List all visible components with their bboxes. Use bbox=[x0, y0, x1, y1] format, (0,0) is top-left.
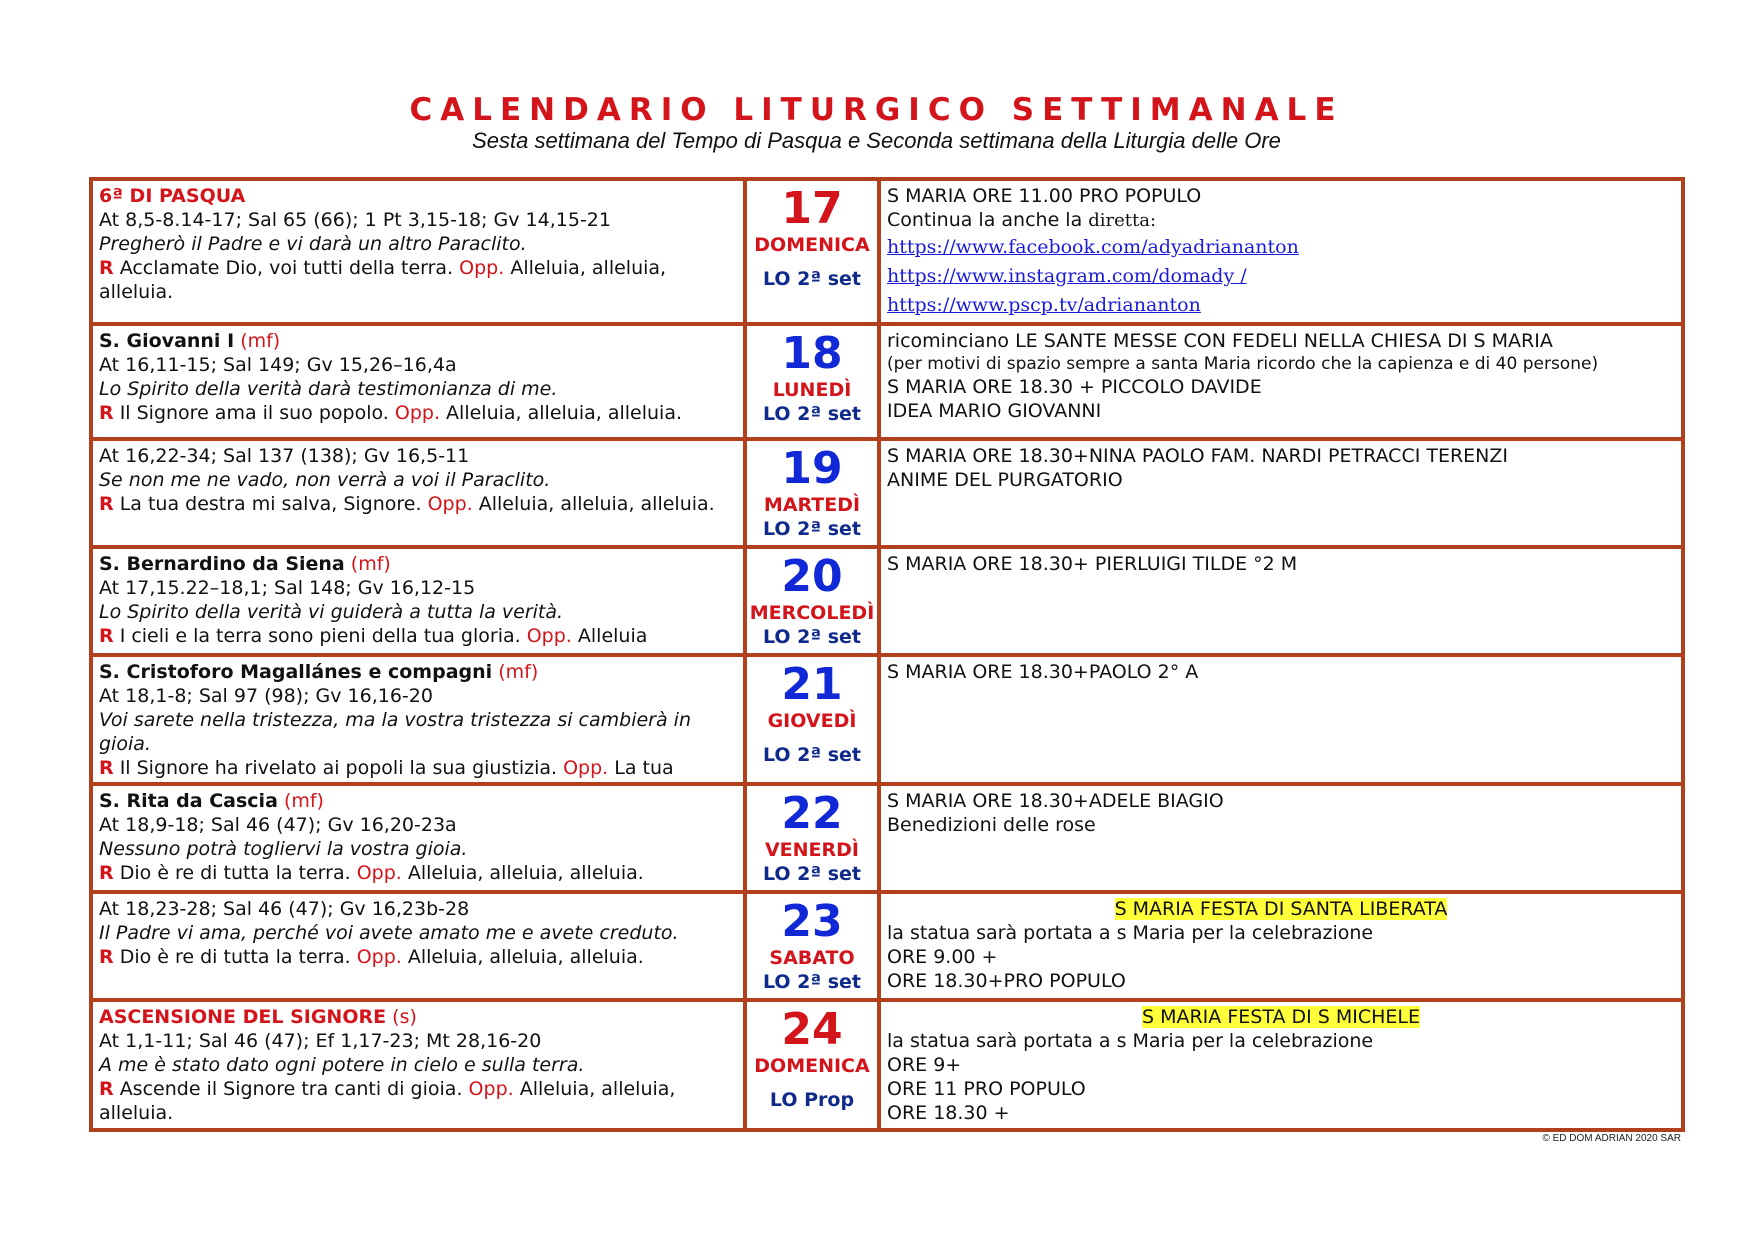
note-line: ORE 18.30+PRO POPULO bbox=[887, 970, 1126, 992]
opp-text: Alleluia, alleluia, alleluia. bbox=[407, 946, 644, 968]
note-line bbox=[887, 208, 1675, 233]
day-number: 18 bbox=[781, 328, 843, 379]
note-line: Benedizioni delle rose bbox=[887, 814, 1096, 836]
note-line: S MARIA ORE 18.30+PAOLO 2° A bbox=[887, 661, 1199, 683]
readings: At 16,11-15; Sal 149; Gv 15,26–16,4a bbox=[99, 354, 457, 376]
notes-cell bbox=[879, 892, 1683, 1000]
date-cell bbox=[745, 892, 879, 1000]
table-row bbox=[91, 1000, 1683, 1130]
table-row bbox=[91, 324, 1683, 439]
readings: At 18,1-8; Sal 97 (98); Gv 16,16-20 bbox=[99, 685, 433, 707]
note-line: ricominciano LE SANTE MESSE CON FEDELI NELLA CHIESA DI S MARIA bbox=[887, 330, 1553, 352]
day-number: 19 bbox=[781, 443, 843, 494]
opp-text: Alleluia, alleluia, alleluia. bbox=[478, 493, 715, 515]
liturgy-cell bbox=[91, 324, 745, 439]
table-row bbox=[91, 439, 1683, 547]
table-row bbox=[91, 547, 1683, 655]
note-line: S MARIA ORE 11.00 PRO POPULO bbox=[887, 185, 1202, 207]
response-marker: R bbox=[99, 862, 114, 884]
celebration-title: S. Cristoforo Magallánes e compagni (mf) bbox=[99, 661, 539, 683]
antiphon: Nessuno potrà togliervi la vostra gioia. bbox=[99, 838, 468, 860]
antiphon: Se non me ne vado, non verrà a voi il Paraclito. bbox=[99, 469, 551, 491]
response-line bbox=[99, 861, 737, 885]
note-line: ORE 11 PRO POPULO bbox=[887, 1078, 1086, 1100]
day-number: 24 bbox=[781, 1004, 843, 1055]
note-text: Continua la anche la bbox=[887, 209, 1089, 231]
calendar-table bbox=[89, 177, 1685, 1132]
note-line: la statua sarà portata a s Maria per la celebrazione bbox=[887, 1030, 1374, 1052]
response-line bbox=[99, 624, 737, 648]
response-line bbox=[99, 756, 737, 780]
opp-text: Alleluia, alleluia, alleluia. bbox=[99, 1078, 676, 1124]
lo-label: LO 2ª set bbox=[762, 626, 862, 648]
note-line: ORE 9+ bbox=[887, 1054, 962, 1076]
response-line bbox=[99, 256, 737, 304]
day-number: 21 bbox=[781, 659, 843, 710]
highlighted-feast: S MARIA FESTA DI SANTA LIBERATA bbox=[1114, 898, 1448, 920]
antiphon: Pregherò il Padre e vi darà un altro Paraclito. bbox=[99, 233, 527, 255]
day-name: DOMENICA bbox=[754, 1055, 870, 1077]
response-line bbox=[99, 1077, 737, 1125]
rank-label: (mf) bbox=[350, 553, 391, 575]
readings: At 8,5-8.14-17; Sal 65 (66); 1 Pt 3,15-18; Gv 14,15-21 bbox=[99, 209, 611, 231]
lo-label: LO 2ª set bbox=[762, 518, 862, 540]
day-name: MARTEDÌ bbox=[763, 494, 861, 516]
opp-text: Alleluia, alleluia, alleluia. bbox=[407, 862, 644, 884]
notes-cell bbox=[879, 784, 1683, 892]
celebration-title: S. Giovanni I (mf) bbox=[99, 330, 281, 352]
day-number: 17 bbox=[781, 183, 843, 234]
response-text: Acclamate Dio, voi tutti della terra. bbox=[119, 257, 454, 279]
rank-label: (mf) bbox=[240, 330, 281, 352]
day-name: MERCOLEDÌ bbox=[749, 602, 875, 624]
day-name: SABATO bbox=[769, 947, 855, 969]
antiphon: Il Padre vi ama, perché voi avete amato me e avete creduto. bbox=[99, 922, 679, 944]
opp-label: Opp. bbox=[468, 1078, 514, 1100]
table-row bbox=[91, 784, 1683, 892]
response-marker: R bbox=[99, 257, 114, 279]
response-marker: R bbox=[99, 402, 114, 424]
lo-label: LO 2ª set bbox=[762, 744, 862, 766]
opp-label: Opp. bbox=[394, 402, 440, 424]
response-line bbox=[99, 401, 737, 425]
notes-cell bbox=[879, 655, 1683, 784]
response-text: Dio è re di tutta la terra. bbox=[119, 946, 351, 968]
liturgy-cell bbox=[91, 439, 745, 547]
highlighted-feast: S MARIA FESTA DI S MICHELE bbox=[1141, 1006, 1420, 1028]
response-marker: R bbox=[99, 1078, 114, 1100]
lo-label: LO Prop bbox=[769, 1089, 855, 1111]
note-line: la statua sarà portata a s Maria per la celebrazione bbox=[887, 922, 1374, 944]
note-line: (per motivi di spazio sempre a santa Maria ricordo che la capienza e di 40 persone) bbox=[887, 354, 1599, 374]
antiphon: Voi sarete nella tristezza, ma la vostra tristezza si cambierà in gioia. bbox=[99, 709, 691, 755]
date-cell bbox=[745, 784, 879, 892]
opp-text: Alleluia bbox=[577, 625, 648, 647]
opp-text: Alleluia, alleluia, alleluia. bbox=[446, 402, 682, 424]
readings: At 1,1-11; Sal 46 (47); Ef 1,17-23; Mt 28,16-20 bbox=[99, 1030, 542, 1052]
opp-label: Opp. bbox=[526, 625, 572, 647]
notes-cell bbox=[879, 547, 1683, 655]
liturgy-cell bbox=[91, 179, 745, 324]
response-text: I cieli e la terra sono pieni della tua gloria. bbox=[119, 625, 521, 647]
feast-banner bbox=[887, 897, 1675, 921]
note-line: S MARIA ORE 18.30 + PICCOLO DAVIDE bbox=[887, 376, 1262, 398]
response-text: Il Signore ha rivelato ai popoli la sua giustizia. bbox=[119, 757, 558, 779]
feast-banner bbox=[887, 1005, 1675, 1029]
table-row bbox=[91, 655, 1683, 784]
response-text: Ascende il Signore tra canti di gioia. bbox=[119, 1078, 463, 1100]
day-number: 20 bbox=[781, 551, 843, 602]
day-name: DOMENICA bbox=[754, 234, 870, 256]
response-text: La tua destra mi salva, Signore. bbox=[119, 493, 422, 515]
response-line bbox=[99, 492, 737, 516]
day-name: LUNEDÌ bbox=[772, 379, 852, 401]
facebook-link[interactable]: https://www.facebook.com/adyadriananton bbox=[887, 236, 1299, 258]
note-line: S MARIA ORE 18.30+NINA PAOLO FAM. NARDI PETRACCI TERENZI bbox=[887, 445, 1509, 467]
celebration-title: 6ª DI PASQUA bbox=[99, 185, 246, 207]
response-line bbox=[99, 945, 737, 969]
liturgy-cell bbox=[91, 1000, 745, 1130]
opp-text: La tua bbox=[614, 757, 674, 779]
notes-cell bbox=[879, 1000, 1683, 1130]
response-marker: R bbox=[99, 493, 114, 515]
table-row bbox=[91, 179, 1683, 324]
rank-label: (s) bbox=[392, 1006, 417, 1028]
rank-label: (mf) bbox=[283, 790, 324, 812]
lo-label: LO 2ª set bbox=[762, 403, 862, 425]
liturgy-cell bbox=[91, 547, 745, 655]
response-marker: R bbox=[99, 946, 114, 968]
note-line: ORE 9.00 + bbox=[887, 946, 998, 968]
response-marker: R bbox=[99, 757, 114, 779]
liturgy-cell bbox=[91, 892, 745, 1000]
rank-label: (mf) bbox=[498, 661, 539, 683]
date-cell bbox=[745, 324, 879, 439]
opp-label: Opp. bbox=[356, 946, 402, 968]
day-name: VENERDÌ bbox=[764, 839, 860, 861]
copyright-notice: © ED DOM ADRIAN 2020 SAR bbox=[1542, 1133, 1681, 1144]
opp-label: Opp. bbox=[563, 757, 609, 779]
date-cell bbox=[745, 547, 879, 655]
date-cell bbox=[745, 655, 879, 784]
note-line: S MARIA ORE 18.30+ADELE BIAGIO bbox=[887, 790, 1224, 812]
readings: At 16,22-34; Sal 137 (138); Gv 16,5-11 bbox=[99, 445, 470, 467]
antiphon: A me è stato dato ogni potere in cielo e sulla terra. bbox=[99, 1054, 585, 1076]
table-row bbox=[91, 892, 1683, 1000]
response-text: Il Signore ama il suo popolo. bbox=[119, 402, 389, 424]
note-line: IDEA MARIO GIOVANNI bbox=[887, 400, 1102, 422]
lo-label: LO 2ª set bbox=[762, 863, 862, 885]
notes-cell bbox=[879, 324, 1683, 439]
opp-text: Alleluia, alleluia, alleluia. bbox=[99, 257, 667, 303]
readings: At 18,23-28; Sal 46 (47); Gv 16,23b-28 bbox=[99, 898, 470, 920]
note-text: diretta: bbox=[1088, 210, 1157, 231]
readings: At 18,9-18; Sal 46 (47); Gv 16,20-23a bbox=[99, 814, 457, 836]
opp-label: Opp. bbox=[356, 862, 402, 884]
date-cell bbox=[745, 1000, 879, 1130]
response-marker: R bbox=[99, 625, 114, 647]
note-line: ORE 18.30 + bbox=[887, 1102, 1010, 1124]
note-line: S MARIA ORE 18.30+ PIERLUIGI TILDE °2 M bbox=[887, 553, 1298, 575]
date-cell bbox=[745, 179, 879, 324]
response-text: Dio è re di tutta la terra. bbox=[119, 862, 351, 884]
page-title: CALENDARIO LITURGICO SETTIMANALE bbox=[409, 92, 1344, 128]
notes-cell bbox=[879, 439, 1683, 547]
day-number: 23 bbox=[781, 896, 843, 947]
opp-label: Opp. bbox=[459, 257, 505, 279]
day-number: 22 bbox=[781, 788, 843, 839]
celebration-title: S. Bernardino da Siena (mf) bbox=[99, 553, 391, 575]
instagram-link[interactable]: https://www.instagram.com/domady / bbox=[887, 265, 1247, 287]
note-line: ANIME DEL PURGATORIO bbox=[887, 469, 1123, 491]
liturgy-cell bbox=[91, 655, 745, 784]
celebration-title: S. Rita da Cascia (mf) bbox=[99, 790, 324, 812]
date-cell bbox=[745, 439, 879, 547]
antiphon: Lo Spirito della verità vi guiderà a tutta la verità. bbox=[99, 601, 564, 623]
page-subtitle: Sesta settimana del Tempo di Pasqua e Seconda settimana della Liturgia delle Ore bbox=[472, 128, 1281, 153]
readings: At 17,15.22–18,1; Sal 148; Gv 16,12-15 bbox=[99, 577, 476, 599]
lo-label: LO 2ª set bbox=[762, 971, 862, 993]
antiphon: Lo Spirito della verità darà testimonianza di me. bbox=[99, 378, 558, 400]
day-name: GIOVEDÌ bbox=[767, 710, 857, 732]
lo-label: LO 2ª set bbox=[762, 268, 862, 290]
periscope-link[interactable]: https://www.pscp.tv/adriananton bbox=[887, 294, 1201, 316]
opp-label: Opp. bbox=[427, 493, 473, 515]
notes-cell bbox=[879, 179, 1683, 324]
celebration-title: ASCENSIONE DEL SIGNORE (s) bbox=[99, 1006, 417, 1028]
liturgy-cell bbox=[91, 784, 745, 892]
